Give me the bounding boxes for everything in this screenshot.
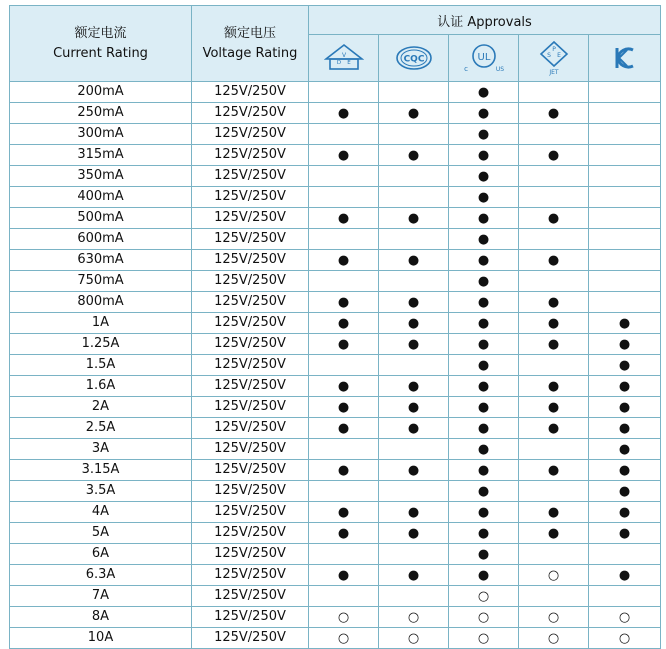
approval-mark-cell: ● <box>589 460 661 481</box>
approval-mark-cell: ○ <box>519 565 589 586</box>
approval-mark-cell <box>589 187 661 208</box>
approval-mark-cell <box>589 229 661 250</box>
voltage-rating-cell: 125V/250V <box>192 82 309 103</box>
pse-logo-icon <box>534 40 574 76</box>
table-row <box>10 418 661 439</box>
svg-text:S: S <box>546 52 551 59</box>
svg-text:JET: JET <box>548 69 559 76</box>
current-rating-cell: 4A <box>10 502 192 523</box>
approval-mark-cell <box>519 187 589 208</box>
approval-mark-cell: ● <box>519 376 589 397</box>
approval-mark-cell: ● <box>449 544 519 565</box>
approval-mark-cell <box>589 271 661 292</box>
approval-mark-cell: ● <box>449 502 519 523</box>
approval-mark-cell: ● <box>589 397 661 418</box>
approval-mark-cell: ● <box>589 418 661 439</box>
approval-mark-cell: ● <box>309 397 379 418</box>
voltage-rating-cell: 125V/250V <box>192 586 309 607</box>
approval-mark-cell <box>309 229 379 250</box>
current-rating-cell: 350mA <box>10 166 192 187</box>
approval-mark-cell <box>309 271 379 292</box>
approval-mark-cell <box>379 187 449 208</box>
table-row <box>10 166 661 187</box>
approval-mark-cell <box>519 439 589 460</box>
svg-text:E: E <box>556 52 561 59</box>
current-rating-cell: 1A <box>10 313 192 334</box>
approval-mark-cell <box>379 586 449 607</box>
svg-text:D: D <box>336 60 341 66</box>
approval-mark-cell: ○ <box>589 607 661 628</box>
approval-mark-cell <box>589 124 661 145</box>
current-rating-cell: 800mA <box>10 292 192 313</box>
voltage-rating-cell: 125V/250V <box>192 145 309 166</box>
approval-mark-cell: ○ <box>519 607 589 628</box>
voltage-rating-cell: 125V/250V <box>192 271 309 292</box>
current-rating-cell: 3.15A <box>10 460 192 481</box>
approval-mark-cell <box>379 82 449 103</box>
voltage-rating-cell: 125V/250V <box>192 250 309 271</box>
svg-text:UL: UL <box>477 52 490 63</box>
approval-mark-cell: ● <box>449 523 519 544</box>
voltage-rating-cell: 125V/250V <box>192 355 309 376</box>
table-row <box>10 376 661 397</box>
approval-mark-cell: ● <box>449 460 519 481</box>
approval-vde <box>309 35 379 82</box>
approval-mark-cell <box>589 166 661 187</box>
approval-mark-cell: ● <box>449 124 519 145</box>
approval-mark-cell <box>379 124 449 145</box>
current-rating-cell: 6.3A <box>10 565 192 586</box>
table-row <box>10 292 661 313</box>
table-row <box>10 124 661 145</box>
current-rating-cell: 300mA <box>10 124 192 145</box>
kc-logo-icon <box>605 43 645 73</box>
approval-mark-cell <box>589 586 661 607</box>
svg-text:c: c <box>463 65 468 73</box>
current-rating-cell: 5A <box>10 523 192 544</box>
approval-mark-cell: ● <box>519 292 589 313</box>
approval-mark-cell: ● <box>519 250 589 271</box>
table-row <box>10 313 661 334</box>
voltage-rating-cell: 125V/250V <box>192 460 309 481</box>
current-rating-cell: 600mA <box>10 229 192 250</box>
approval-mark-cell: ● <box>309 334 379 355</box>
table-row <box>10 607 661 628</box>
table-row <box>10 460 661 481</box>
approval-mark-cell <box>519 271 589 292</box>
approval-mark-cell: ● <box>449 481 519 502</box>
table-header <box>10 6 661 82</box>
approval-mark-cell <box>379 271 449 292</box>
approval-mark-cell: ● <box>309 565 379 586</box>
approval-mark-cell: ● <box>589 334 661 355</box>
approval-mark-cell: ● <box>449 292 519 313</box>
approval-mark-cell: ● <box>519 460 589 481</box>
approval-mark-cell: ● <box>379 250 449 271</box>
approval-mark-cell <box>309 439 379 460</box>
approval-mark-cell: ● <box>379 145 449 166</box>
approval-mark-cell <box>519 124 589 145</box>
approval-mark-cell <box>309 166 379 187</box>
approval-mark-cell: ● <box>589 565 661 586</box>
approval-mark-cell: ○ <box>589 628 661 649</box>
voltage-rating-cell: 125V/250V <box>192 313 309 334</box>
voltage-rating-cell: 125V/250V <box>192 124 309 145</box>
voltage-rating-cell: 125V/250V <box>192 439 309 460</box>
table-row <box>10 355 661 376</box>
table-row <box>10 397 661 418</box>
approval-mark-cell: ● <box>309 523 379 544</box>
table-row <box>10 250 661 271</box>
approval-mark-cell: ○ <box>379 607 449 628</box>
table-row <box>10 586 661 607</box>
approval-mark-cell: ● <box>589 313 661 334</box>
approval-mark-cell: ● <box>379 313 449 334</box>
approval-mark-cell: ○ <box>449 586 519 607</box>
approval-mark-cell: ● <box>589 439 661 460</box>
approval-mark-cell <box>589 103 661 124</box>
current-rating-cell: 500mA <box>10 208 192 229</box>
table-row <box>10 523 661 544</box>
voltage-rating-cn: 额定电压 <box>223 25 276 41</box>
approval-mark-cell: ● <box>519 103 589 124</box>
current-rating-cell: 315mA <box>10 145 192 166</box>
voltage-rating-cell: 125V/250V <box>192 292 309 313</box>
approval-mark-cell: ● <box>519 208 589 229</box>
current-rating-cell: 6A <box>10 544 192 565</box>
approval-mark-cell: ● <box>449 565 519 586</box>
current-rating-cell: 7A <box>10 586 192 607</box>
approval-mark-cell <box>309 187 379 208</box>
current-rating-cell: 630mA <box>10 250 192 271</box>
approval-mark-cell: ● <box>589 355 661 376</box>
approval-mark-cell: ○ <box>449 628 519 649</box>
approval-cqc <box>379 35 449 82</box>
approval-mark-cell: ● <box>379 523 449 544</box>
voltage-rating-cell: 125V/250V <box>192 418 309 439</box>
approval-mark-cell <box>519 481 589 502</box>
voltage-rating-cell: 125V/250V <box>192 502 309 523</box>
approval-mark-cell: ● <box>449 187 519 208</box>
table-row <box>10 229 661 250</box>
approval-mark-cell: ● <box>449 418 519 439</box>
voltage-rating-cell: 125V/250V <box>192 334 309 355</box>
approval-mark-cell <box>589 250 661 271</box>
approval-mark-cell: ● <box>309 313 379 334</box>
svg-text:CQC: CQC <box>403 54 424 65</box>
approval-mark-cell: ● <box>519 334 589 355</box>
approval-mark-cell: ● <box>589 502 661 523</box>
approval-mark-cell: ● <box>379 502 449 523</box>
current-rating-cell: 250mA <box>10 103 192 124</box>
approval-mark-cell: ● <box>519 418 589 439</box>
approval-mark-cell: ● <box>449 376 519 397</box>
current-rating-cell: 400mA <box>10 187 192 208</box>
approval-mark-cell <box>589 82 661 103</box>
table-row <box>10 145 661 166</box>
approval-mark-cell: ○ <box>379 628 449 649</box>
current-rating-cell: 10A <box>10 628 192 649</box>
approval-mark-cell: ● <box>449 397 519 418</box>
approval-mark-cell <box>379 544 449 565</box>
current-rating-cell: 2A <box>10 397 192 418</box>
ul-logo-icon <box>460 42 508 74</box>
current-rating-cell: 8A <box>10 607 192 628</box>
current-rating-cell: 3.5A <box>10 481 192 502</box>
voltage-rating-cell: 125V/250V <box>192 208 309 229</box>
approval-mark-cell: ● <box>309 460 379 481</box>
approval-mark-cell: ○ <box>309 607 379 628</box>
table-row <box>10 82 661 103</box>
svg-text:P: P <box>551 46 556 53</box>
svg-text:E: E <box>346 60 351 66</box>
approval-mark-cell: ● <box>309 103 379 124</box>
voltage-rating-cell: 125V/250V <box>192 187 309 208</box>
table-body <box>10 82 661 649</box>
current-rating-header <box>10 6 192 82</box>
approval-mark-cell: ● <box>379 418 449 439</box>
current-rating-cell: 3A <box>10 439 192 460</box>
approval-mark-cell <box>589 544 661 565</box>
approval-mark-cell: ● <box>519 523 589 544</box>
approval-mark-cell: ● <box>589 376 661 397</box>
voltage-rating-cell: 125V/250V <box>192 607 309 628</box>
approval-mark-cell <box>379 481 449 502</box>
approval-mark-cell: ● <box>519 145 589 166</box>
svg-text:V: V <box>341 52 346 59</box>
table-row <box>10 502 661 523</box>
approval-mark-cell <box>519 166 589 187</box>
approval-mark-cell: ○ <box>449 607 519 628</box>
approval-mark-cell: ○ <box>309 628 379 649</box>
approval-mark-cell <box>589 292 661 313</box>
approval-kc <box>589 35 661 82</box>
table-row <box>10 481 661 502</box>
approval-mark-cell: ● <box>449 208 519 229</box>
approval-mark-cell: ● <box>449 250 519 271</box>
table-row <box>10 334 661 355</box>
approval-mark-cell: ● <box>309 145 379 166</box>
approval-mark-cell <box>379 439 449 460</box>
approval-mark-cell: ● <box>309 208 379 229</box>
voltage-rating-cell: 125V/250V <box>192 481 309 502</box>
current-rating-cell: 1.6A <box>10 376 192 397</box>
approval-mark-cell: ● <box>379 292 449 313</box>
approval-mark-cell: ● <box>449 166 519 187</box>
approval-mark-cell: ● <box>379 103 449 124</box>
current-rating-en: Current Rating <box>53 45 148 61</box>
approval-mark-cell <box>589 208 661 229</box>
approval-mark-cell: ● <box>379 334 449 355</box>
approval-mark-cell: ● <box>379 460 449 481</box>
approval-mark-cell: ● <box>449 271 519 292</box>
approval-mark-cell: ● <box>449 439 519 460</box>
voltage-rating-cell: 125V/250V <box>192 523 309 544</box>
table-row <box>10 187 661 208</box>
voltage-rating-header <box>192 6 309 82</box>
voltage-rating-cell: 125V/250V <box>192 376 309 397</box>
table-row <box>10 439 661 460</box>
approval-mark-cell <box>309 82 379 103</box>
approval-mark-cell: ● <box>379 397 449 418</box>
voltage-rating-cell: 125V/250V <box>192 229 309 250</box>
voltage-rating-cell: 125V/250V <box>192 628 309 649</box>
approvals-header: 认证 Approvals <box>309 6 661 35</box>
current-rating-cell: 2.5A <box>10 418 192 439</box>
voltage-rating-cell: 125V/250V <box>192 166 309 187</box>
table-row <box>10 208 661 229</box>
current-rating-cell: 1.25A <box>10 334 192 355</box>
approval-mark-cell: ● <box>309 376 379 397</box>
approval-mark-cell <box>309 544 379 565</box>
voltage-rating-en: Voltage Rating <box>202 45 298 61</box>
approval-mark-cell: ● <box>519 313 589 334</box>
table-row <box>10 628 661 649</box>
approval-mark-cell: ● <box>449 334 519 355</box>
approval-mark-cell <box>309 586 379 607</box>
voltage-rating-cell: 125V/250V <box>192 544 309 565</box>
approval-mark-cell: ● <box>309 250 379 271</box>
current-rating-cell: 200mA <box>10 82 192 103</box>
current-rating-cell: 750mA <box>10 271 192 292</box>
approval-mark-cell <box>519 82 589 103</box>
approval-mark-cell <box>309 481 379 502</box>
vde-logo-icon <box>324 43 364 73</box>
cqc-logo-icon <box>394 43 434 73</box>
approval-mark-cell <box>309 124 379 145</box>
table-row <box>10 544 661 565</box>
fuse-approvals-table <box>9 5 661 649</box>
approval-mark-cell <box>379 229 449 250</box>
approval-mark-cell <box>519 544 589 565</box>
table-row <box>10 103 661 124</box>
approval-mark-cell: ● <box>449 229 519 250</box>
approval-mark-cell: ● <box>449 82 519 103</box>
voltage-rating-cell: 125V/250V <box>192 397 309 418</box>
approval-mark-cell: ● <box>519 502 589 523</box>
approval-mark-cell <box>379 166 449 187</box>
table-row <box>10 271 661 292</box>
approval-mark-cell: ● <box>449 313 519 334</box>
current-rating-cn: 额定电流 <box>74 25 127 41</box>
current-rating-cell: 1.5A <box>10 355 192 376</box>
voltage-rating-cell: 125V/250V <box>192 103 309 124</box>
approval-mark-cell: ● <box>309 418 379 439</box>
approval-mark-cell: ● <box>309 292 379 313</box>
approval-mark-cell <box>519 229 589 250</box>
approval-mark-cell: ● <box>449 355 519 376</box>
approval-mark-cell <box>519 355 589 376</box>
approval-mark-cell: ● <box>449 145 519 166</box>
approval-mark-cell: ● <box>449 103 519 124</box>
approval-mark-cell: ● <box>309 502 379 523</box>
approval-mark-cell: ● <box>379 565 449 586</box>
approval-mark-cell <box>589 145 661 166</box>
approval-mark-cell <box>519 586 589 607</box>
approval-mark-cell: ● <box>519 397 589 418</box>
approval-ul <box>449 35 519 82</box>
voltage-rating-cell: 125V/250V <box>192 565 309 586</box>
approval-mark-cell: ○ <box>519 628 589 649</box>
approval-mark-cell: ● <box>379 376 449 397</box>
table-row <box>10 565 661 586</box>
approval-mark-cell <box>309 355 379 376</box>
approval-pse <box>519 35 589 82</box>
approval-mark-cell: ● <box>589 523 661 544</box>
approval-mark-cell: ● <box>379 208 449 229</box>
approval-mark-cell: ● <box>589 481 661 502</box>
svg-text:US: US <box>495 66 504 73</box>
approval-mark-cell <box>379 355 449 376</box>
